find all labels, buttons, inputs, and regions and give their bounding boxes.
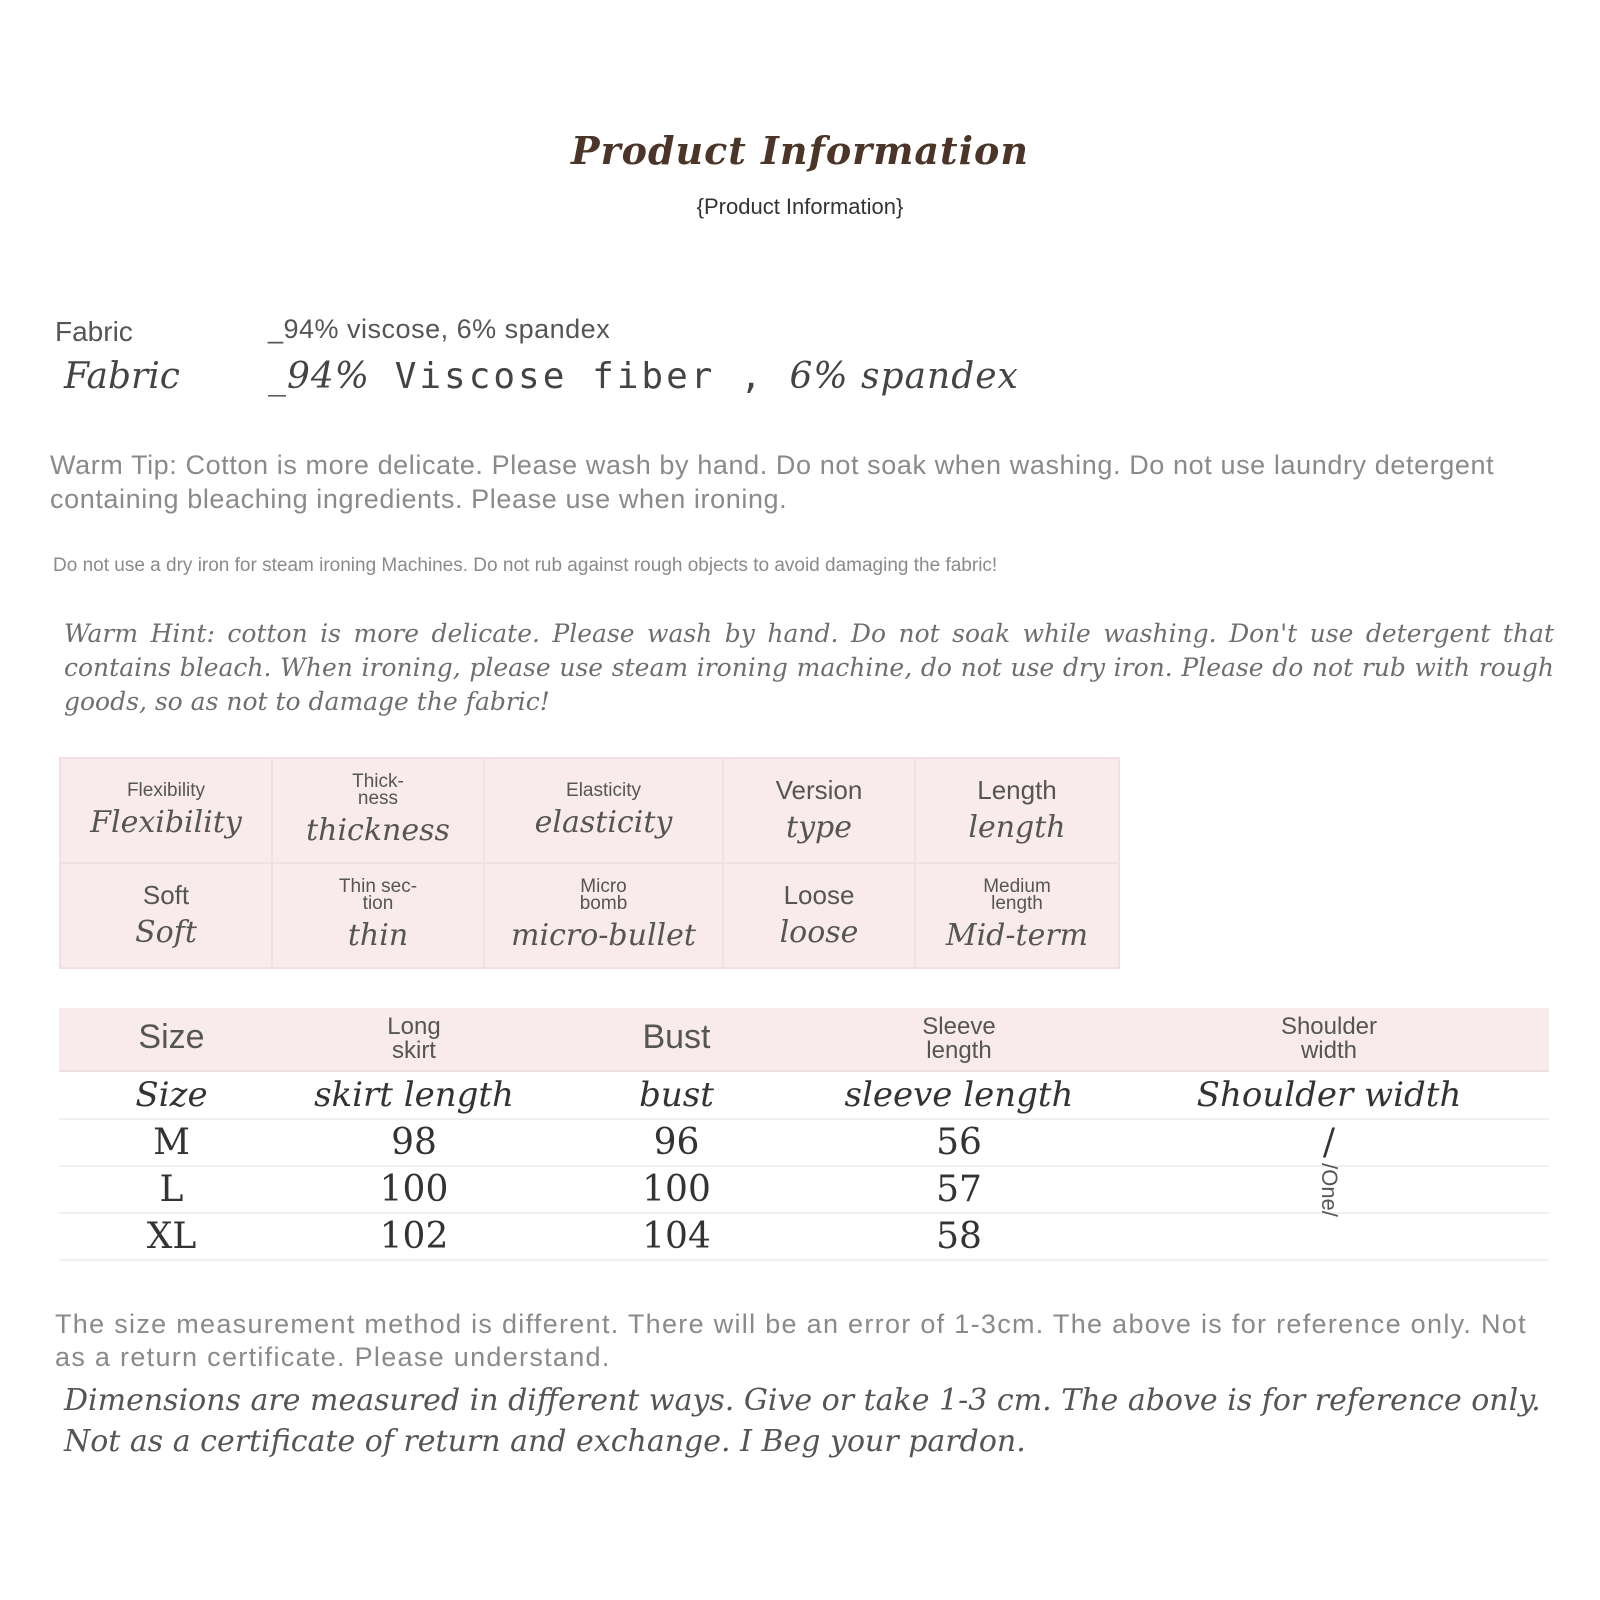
- attribute-header-en: Version: [775, 775, 863, 805]
- attribute-header-script: type: [786, 810, 852, 845]
- shoulder-value: /One/: [1317, 1162, 1342, 1217]
- attribute-value-script: Mid-term: [945, 918, 1089, 953]
- size-cell: [59, 1119, 284, 1166]
- size-header-row: [59, 1008, 1549, 1071]
- attribute-cell: [484, 758, 723, 863]
- attribute-header-script: length: [968, 810, 1066, 845]
- attribute-cell: [272, 863, 484, 968]
- size-header-script: sleeve length: [844, 1075, 1074, 1115]
- size-header-en: Size: [138, 1018, 205, 1056]
- size-value: M: [153, 1122, 190, 1163]
- size-note: The size measurement method is different. There will be an error of 1-3cm. The above is for reference only. Not as a return certificate. Please understand.: [55, 1309, 1527, 1372]
- sleeve-value: 58: [936, 1216, 982, 1257]
- bust-value: 104: [642, 1216, 711, 1257]
- sleeve-value: 56: [936, 1122, 982, 1163]
- attribute-cell: [272, 758, 484, 863]
- size-header-cell: [1109, 1071, 1549, 1119]
- size-table: [59, 1008, 1549, 1261]
- attribute-value-script: thin: [347, 918, 409, 953]
- sleeve-value: 57: [936, 1169, 982, 1210]
- page-subtitle: {Product Information}: [696, 194, 904, 219]
- bust-cell: [544, 1166, 809, 1213]
- skirt-cell: [284, 1166, 544, 1213]
- bust-cell: [544, 1213, 809, 1260]
- attribute-value-row: [60, 863, 1119, 968]
- size-header-script: skirt length: [314, 1075, 514, 1115]
- shoulder-value: /: [1322, 1122, 1336, 1163]
- size-header-script: bust: [639, 1075, 714, 1115]
- attribute-cell: [60, 758, 272, 863]
- size-header-script: Shoulder width: [1196, 1075, 1462, 1115]
- attribute-cell: [915, 758, 1119, 863]
- size-header-en: Long skirt: [387, 1013, 441, 1064]
- sleeve-cell: [809, 1213, 1109, 1260]
- table-row: [59, 1213, 1549, 1260]
- attribute-cell: [723, 758, 915, 863]
- care-hint: Warm Hint: cotton is more delicate. Please wash by hand. Do not soak while washing. Don't use detergent that contains bleach. When ironing, please use steam ironing machine, do not use dry iron. Please do not rub with rough goods, so as not to damage the fabric!: [64, 619, 1554, 716]
- size-header-cell: [544, 1008, 809, 1071]
- size-header-cell: [544, 1071, 809, 1119]
- size-value: L: [159, 1169, 184, 1210]
- fabric-label: Fabric: [55, 316, 133, 347]
- care-tip-2: Do not use a dry iron for steam ironing Machines. Do not rub against rough objects to avoid damaging the fabric!: [53, 555, 998, 576]
- skirt-cell: [284, 1119, 544, 1166]
- fabric-value: _94% viscose, 6% spandex: [268, 314, 611, 344]
- attribute-value-en: Loose: [783, 880, 855, 910]
- attribute-cell: [484, 863, 723, 968]
- attribute-value-script: micro-bullet: [511, 918, 696, 953]
- table-row: [59, 1119, 1549, 1166]
- fabric-value-script: [268, 356, 1019, 397]
- size-cell: [59, 1166, 284, 1213]
- skirt-value: 98: [391, 1122, 437, 1163]
- attribute-header-en: Elasticity: [566, 779, 641, 801]
- attribute-cell: [915, 863, 1119, 968]
- size-header-en: Shoulder width: [1280, 1013, 1378, 1064]
- size-cell: [59, 1213, 284, 1260]
- shoulder-cell: [1109, 1213, 1549, 1260]
- attribute-header-script: elasticity: [534, 804, 673, 840]
- size-header-script-row: [59, 1071, 1549, 1119]
- attribute-header-script: thickness: [306, 813, 450, 848]
- bust-cell: [544, 1119, 809, 1166]
- sleeve-cell: [809, 1119, 1109, 1166]
- care-tip: Warm Tip: Cotton is more delicate. Please wash by hand. Do not soak when washing. Do not use laundry detergent containing bleaching ingredients. Please use when ironing.: [50, 450, 1495, 514]
- skirt-value: 102: [379, 1216, 449, 1257]
- attribute-cell: [723, 863, 915, 968]
- skirt-cell: [284, 1213, 544, 1260]
- attribute-header-row: [60, 758, 1119, 863]
- attribute-table: [59, 757, 1120, 969]
- attribute-value-en: Soft: [142, 880, 190, 910]
- size-header-cell: [809, 1071, 1109, 1119]
- attribute-header-script: Flexibility: [90, 804, 242, 840]
- bust-value: 96: [653, 1122, 700, 1163]
- size-note-script: Dimensions are measured in different ways. Give or take 1-3 cm. The above is for reference only. Not as a certificate of return and exchange. I Beg your pardon.: [64, 1383, 1541, 1459]
- attribute-header-en: Length: [977, 775, 1057, 805]
- size-header-en: Bust: [642, 1018, 711, 1056]
- size-header-cell: [809, 1008, 1109, 1071]
- size-header-cell: [284, 1008, 544, 1071]
- size-header-cell: [59, 1008, 284, 1071]
- fabric-value-script-pre: _94%: [268, 356, 371, 397]
- attribute-value-en: Medium length: [983, 876, 1051, 914]
- attribute-header-en: Thick- ness: [352, 771, 404, 809]
- size-header-en: Sleeve length: [922, 1013, 996, 1064]
- size-value: XL: [146, 1216, 197, 1257]
- sleeve-cell: [809, 1166, 1109, 1213]
- fabric-value-script-post: 6% spandex: [789, 356, 1019, 397]
- size-header-cell: [59, 1071, 284, 1119]
- size-header-cell: [284, 1071, 544, 1119]
- attribute-value-script: Soft: [135, 915, 197, 950]
- attribute-header-en: Flexibility: [126, 779, 206, 801]
- attribute-value-script: loose: [779, 915, 859, 950]
- fabric-label-script: Fabric: [64, 356, 180, 397]
- attribute-cell: [60, 863, 272, 968]
- attribute-value-en: Thin sec- tion: [338, 876, 418, 914]
- table-row: [59, 1166, 1549, 1213]
- bust-value: 100: [642, 1169, 711, 1210]
- size-header-script: Size: [135, 1075, 208, 1115]
- shoulder-cell: [1109, 1162, 1549, 1217]
- fabric-value-script-mid: Viscose fiber ,: [370, 356, 790, 397]
- shoulder-cell: [1109, 1119, 1549, 1166]
- attribute-value-en: Micro bomb: [579, 876, 628, 914]
- page-title: Product Information: [571, 128, 1029, 173]
- skirt-value: 100: [379, 1169, 449, 1210]
- size-header-cell: [1109, 1008, 1549, 1071]
